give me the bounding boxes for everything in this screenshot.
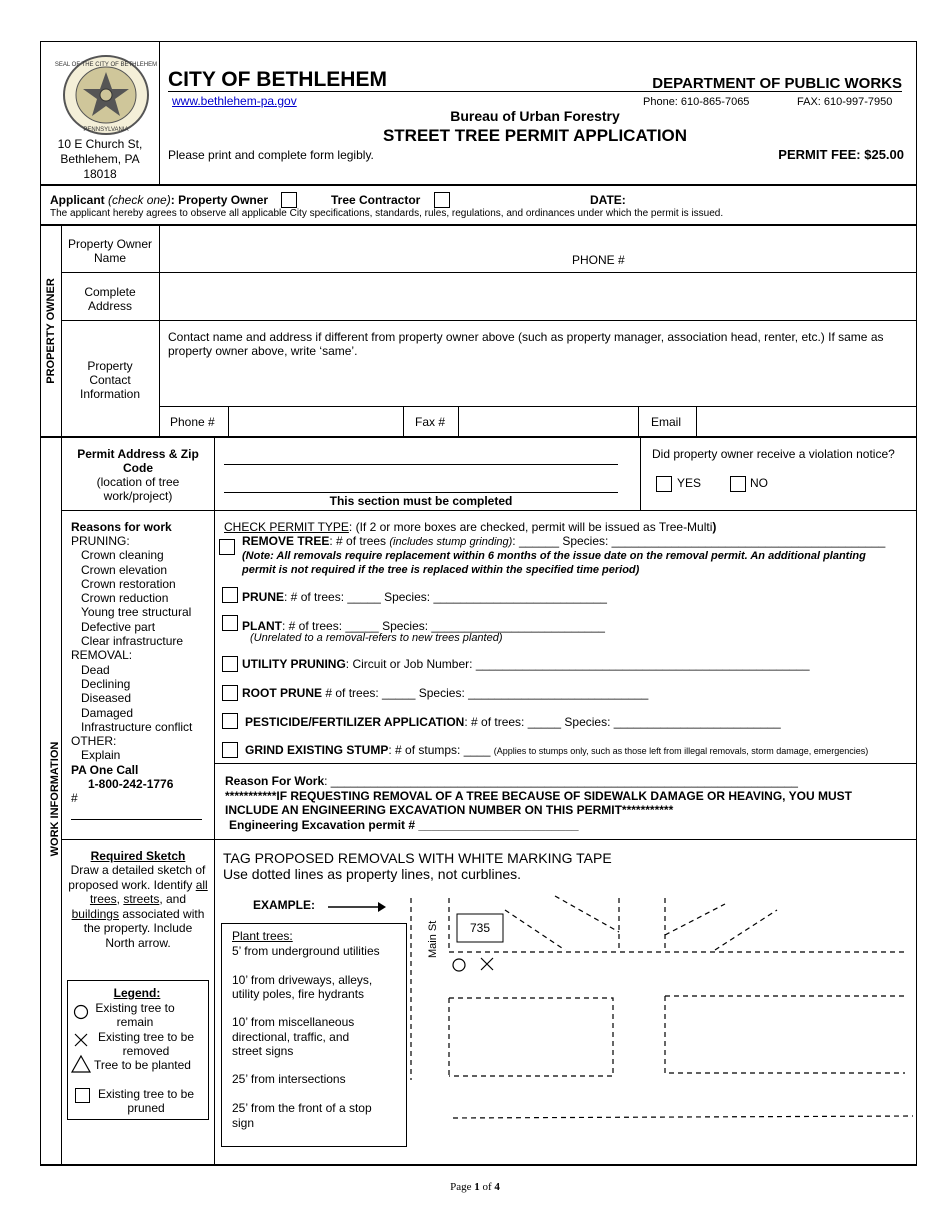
address-line-1: 10 E Church St,	[57, 137, 143, 151]
grind-stump-checkbox[interactable]	[222, 742, 238, 758]
remove-tree-checkbox[interactable]	[219, 539, 235, 555]
dotted-lines-text: Use dotted lines as property lines, not curblines.	[223, 866, 522, 882]
instructions-text: Please print and complete form legibly.	[168, 148, 374, 162]
phone-text: Phone: 610-865-7065	[643, 96, 750, 108]
reason-item: PRUNING:	[71, 534, 130, 548]
reason-item: REMOVAL:	[71, 648, 133, 663]
example-sketch	[405, 890, 915, 1130]
reason-item: Crown elevation	[81, 562, 168, 577]
sidewalk-warning-1: ***********IF REQUESTING REMOVAL OF A TREE BECAUSE OF SIDEWALK DAMAGE OR HEAVING, YOU MUST	[225, 789, 852, 803]
plant-checkbox[interactable]	[222, 615, 238, 631]
permit-address-line-2	[224, 492, 618, 493]
tree-contractor-label: Tree Contractor	[331, 193, 421, 207]
border-bottom	[40, 1164, 917, 1166]
reason-item: Crown reduction	[81, 591, 169, 606]
remove-tree-text: : # of trees	[329, 534, 390, 548]
border-right	[916, 41, 917, 1165]
po-cell-div-1	[228, 406, 229, 437]
city-seal-icon	[54, 54, 158, 136]
permit-fee: PERMIT FEE: $25.00	[778, 147, 904, 162]
border-top	[40, 41, 917, 42]
property-owner-checkbox[interactable]	[281, 192, 297, 208]
plant-trees-title: Plant trees:	[232, 929, 293, 943]
grind-stump-label: GRIND EXISTING STUMP	[245, 743, 389, 757]
permit-address-line-1	[224, 464, 618, 465]
root-prune-checkbox[interactable]	[222, 685, 238, 701]
po-cell-div-3	[458, 406, 459, 437]
seal-bottom-text: PENNSYLVANIA	[83, 127, 129, 133]
address-line-3: 18018	[83, 167, 117, 181]
contact-info-label: Property Contact Information	[79, 359, 141, 401]
prune-text: : # of trees: _____ Species: __________________________	[284, 590, 607, 604]
page-current: 1	[474, 1181, 480, 1193]
square-icon	[75, 1088, 90, 1103]
seal-top-text: SEAL OF THE CITY OF BETHLEHEM	[54, 62, 158, 68]
violation-no-label: NO	[750, 476, 768, 490]
reason-item: Crown cleaning	[81, 548, 164, 563]
plant-rule-item: 25’ from intersections	[232, 1072, 346, 1086]
permit-address-label: Permit Address & Zip Code	[77, 447, 199, 475]
applicant-check-one: (check one)	[108, 193, 171, 207]
example-house-number: 735	[469, 921, 491, 935]
reason-bottom-rule	[61, 839, 917, 840]
page-number	[0, 1181, 950, 1193]
address-line-2: Bethlehem, PA	[60, 152, 140, 166]
fax-label: Fax #	[415, 415, 446, 429]
plant-rule-item: 25’ from the front of a stop sign	[232, 1101, 372, 1130]
fax-text: FAX: 610-997-7950	[797, 96, 893, 108]
reason-item: Damaged	[81, 705, 134, 720]
contact-note: Contact name and address if different from property owner above (such as property manager, association head, renter, etc.) If same as property owner above, write ‘same’.	[168, 330, 884, 358]
reason-item: Dead	[81, 662, 110, 677]
check-permit-note: : (If 2 or more boxes are checked, permit will be issued as Tree-Multi	[348, 520, 713, 534]
reason-item: Declining	[81, 676, 131, 691]
city-title: CITY OF BETHLEHEM	[168, 68, 387, 91]
tree-contractor-checkbox[interactable]	[434, 192, 450, 208]
utility-pruning-text: : Circuit or Job Number: __________________________________________________	[345, 657, 810, 671]
pesticide-text: : # of trees: _____ Species: _________________________	[464, 715, 781, 729]
page-prefix: Page	[450, 1181, 475, 1193]
prune-label: PRUNE	[242, 590, 285, 604]
violation-yes-label: YES	[677, 476, 702, 490]
root-prune-text: # of trees: _____ Species: ___________________________	[322, 686, 649, 700]
reason-item: Crown restoration	[81, 576, 176, 591]
required-sketch-title: Required Sketch	[90, 849, 186, 863]
plant-note: (Unrelated to a removal-refers to new trees planted)	[250, 632, 503, 644]
violation-divider	[640, 437, 641, 511]
work-info-side-label: WORK INFORMATION	[49, 741, 61, 857]
pa-one-call-hash: #	[71, 791, 78, 806]
form-title: STREET TREE PERMIT APPLICATION	[382, 126, 688, 145]
reasons-title: Reasons for work	[71, 520, 172, 534]
po-cell-div-2	[403, 406, 404, 437]
applicant-label: Applicant	[50, 193, 105, 207]
plant-rule-item: 10’ from miscellaneous directional, traffic, and street signs	[232, 1015, 355, 1058]
pesticide-checkbox[interactable]	[222, 713, 238, 729]
sketch-desc-1: Draw a detailed sketch of proposed work. Identify	[68, 863, 206, 892]
website-link[interactable]: www.bethlehem-pa.gov	[172, 94, 297, 108]
reason-for-work-blank: : ______________________________________________________________________	[324, 774, 798, 788]
permit-type-bottom-rule	[214, 763, 917, 764]
sketch-link-trees: all trees	[89, 877, 208, 906]
po-cell-div-4	[638, 406, 639, 437]
reasons-list	[71, 534, 192, 806]
example-label: EXAMPLE:	[253, 898, 316, 912]
grind-stump-note: (Applies to stumps only, such as those left from illegal removals, storm damage, emergencies)	[493, 746, 869, 756]
must-complete-note: This section must be completed	[329, 494, 513, 508]
plant-text: : # of trees: _____ Species: __________________________	[282, 619, 605, 633]
page-total: 4	[494, 1181, 500, 1193]
sketch-description	[68, 863, 208, 950]
reason-item: Young tree structural	[81, 605, 192, 620]
reason-item: Defective part	[81, 619, 156, 634]
owner-name-label: Property Owner Name	[67, 237, 153, 265]
address-label: Complete Address	[84, 285, 136, 313]
reason-item: OTHER:	[71, 734, 117, 749]
violation-yes-checkbox[interactable]	[656, 476, 672, 492]
legend-item: Existing tree to be pruned	[97, 1087, 195, 1115]
sketch-link-streets: streets	[123, 892, 160, 906]
wi-vdivider-2	[214, 437, 215, 1165]
legend-title: Legend:	[113, 986, 161, 1000]
applicant-bottom-rule	[40, 224, 917, 226]
x-mark-icon	[73, 1032, 89, 1048]
applicant-agreement: The applicant hereby agrees to observe all applicable City specifications, standards, rules, regulations, and ordinances under which the permit is issued.	[50, 208, 724, 219]
pesticide-label: PESTICIDE/FERTILIZER APPLICATION	[245, 715, 465, 729]
utility-pruning-label: UTILITY PRUNING	[242, 657, 346, 671]
page-of: of	[479, 1181, 495, 1193]
prune-checkbox[interactable]	[222, 587, 238, 603]
pa-one-call-blank	[71, 819, 202, 820]
po-vdivider-1	[61, 225, 62, 437]
violation-question: Did property owner receive a violation notice?	[652, 447, 895, 461]
legend-item: Tree to be planted	[94, 1058, 191, 1072]
arrow-right-icon	[328, 900, 388, 914]
property-owner-side-label: PROPERTY OWNER	[45, 278, 57, 384]
po-cell-div-5	[696, 406, 697, 437]
po-row-rule-2	[61, 320, 917, 321]
triangle-icon	[71, 1055, 91, 1073]
remove-stump-note: (includes stump grinding)	[389, 536, 513, 548]
check-permit-type: CHECK PERMIT TYPE	[224, 520, 349, 534]
date-label: DATE:	[590, 193, 626, 207]
root-prune-label: ROOT PRUNE	[242, 686, 323, 700]
po-bottom-rule	[40, 436, 917, 438]
plant-rule-item: 5’ from underground utilities	[232, 944, 380, 958]
remove-tree-label: REMOVE TREE	[242, 534, 330, 548]
sketch-link-buildings: buildings	[71, 906, 119, 921]
legend-item: Existing tree to remain	[95, 1001, 175, 1029]
owner-phone-label: PHONE #	[572, 253, 625, 267]
sketch-comma: ,	[116, 892, 120, 906]
permit-address-bottom-rule	[61, 510, 917, 511]
bureau-title: Bureau of Urban Forestry	[450, 108, 620, 124]
header-divider	[159, 41, 160, 185]
plant-label: PLANT	[242, 619, 282, 633]
check-permit-close: )	[712, 520, 717, 534]
reason-item: Infrastructure conflict	[81, 719, 193, 734]
excavation-permit: Engineering Excavation permit # ________________________	[229, 818, 579, 832]
po-row-rule-1	[61, 272, 917, 273]
phone-label: Phone #	[170, 415, 215, 429]
applicant-colon: :	[170, 193, 175, 207]
header-bottom-rule	[40, 184, 917, 186]
department-title: DEPARTMENT OF PUBLIC WORKS	[652, 75, 902, 92]
permit-address-sub: (location of tree work/project)	[96, 475, 180, 503]
example-main-st-label: Main St	[427, 920, 439, 958]
pa-one-call-number: 1-800-242-1776	[88, 777, 174, 792]
po-row-rule-3	[159, 406, 917, 407]
violation-no-checkbox[interactable]	[730, 476, 746, 492]
plant-rule-item: 10’ from driveways, alleys, utility poles, fire hydrants	[232, 973, 373, 1001]
remove-species: : ______ Species: _________________________________________	[512, 534, 886, 548]
pa-one-call-label: PA One Call	[71, 762, 139, 777]
reason-for-work-label: Reason For Work	[225, 774, 325, 788]
reason-item: Diseased	[81, 691, 132, 706]
remove-note: (Note: All removals require replacement within 6 months of the issue date on the removal permit. An additional planting permit is not required if the tree is replaced within the specified time period)	[242, 550, 866, 576]
reason-item: Explain	[81, 748, 121, 763]
sketch-and: , and	[159, 892, 187, 906]
applicant-property-owner-label: Property Owner	[178, 193, 269, 207]
utility-pruning-checkbox[interactable]	[222, 656, 238, 672]
sidewalk-warning-2: INCLUDE AN ENGINEERING EXCAVATION NUMBER ON THIS PERMIT***********	[225, 803, 674, 817]
sketch-desc-2: associated with the property. Include North arrow.	[83, 906, 205, 950]
circle-icon	[73, 1004, 89, 1020]
tag-removals-text: TAG PROPOSED REMOVALS WITH WHITE MARKING TAPE	[223, 850, 612, 866]
wi-vdivider-1	[61, 437, 62, 1165]
grind-stump-text: : # of stumps: ____	[388, 743, 494, 757]
reason-item: Clear infrastructure	[81, 634, 184, 649]
legend-item: Existing tree to be removed	[97, 1030, 195, 1058]
email-label: Email	[651, 415, 682, 429]
border-left	[40, 41, 41, 1165]
